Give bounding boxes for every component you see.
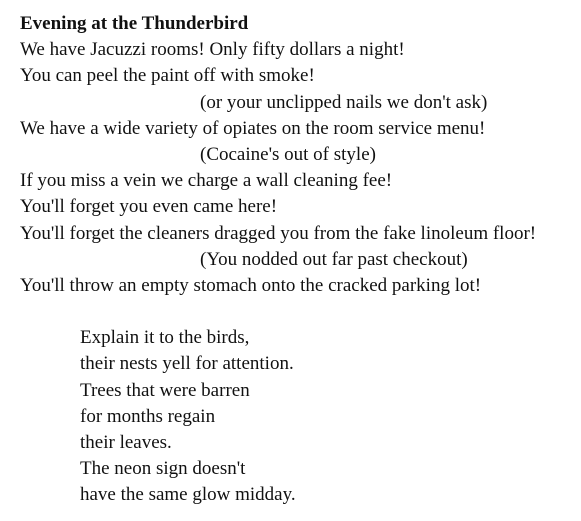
poem-aside-line: (Cocaine's out of style): [200, 143, 376, 165]
poem-line: If you miss a vein we charge a wall cleaning fee!: [20, 170, 393, 192]
poem-aside-line: (or your unclipped nails we don't ask): [200, 91, 488, 113]
poem-line: for months regain: [80, 405, 216, 427]
stanza-2: [20, 325, 576, 508]
poem-line: You can peel the paint off with smoke!: [20, 65, 315, 87]
poem-line: The neon sign doesn't: [80, 458, 246, 480]
poem-line: We have a wide variety of opiates on the room service menu!: [20, 117, 486, 139]
poem-line: have the same glow midday.: [80, 484, 296, 506]
stanza-break: [20, 299, 576, 325]
stanza-1: [20, 37, 576, 299]
poem-line: You'll forget the cleaners dragged you from the fake linoleum floor!: [20, 222, 537, 244]
poem-line: You'll forget you even came here!: [20, 196, 278, 218]
poem-line: We have Jacuzzi rooms! Only fifty dollars a night!: [20, 39, 405, 61]
poem-line: You'll throw an empty stomach onto the cracked parking lot!: [20, 274, 482, 296]
poem-line: their leaves.: [80, 432, 172, 453]
poem-aside-line: (You nodded out far past checkout): [200, 248, 468, 270]
poem-line: Trees that were barren: [80, 379, 250, 401]
poem: [20, 11, 576, 509]
poem-title: Evening at the Thunderbird: [20, 13, 249, 34]
poem-line: their nests yell for attention.: [80, 353, 294, 375]
poem-line: Explain it to the birds,: [80, 327, 250, 349]
